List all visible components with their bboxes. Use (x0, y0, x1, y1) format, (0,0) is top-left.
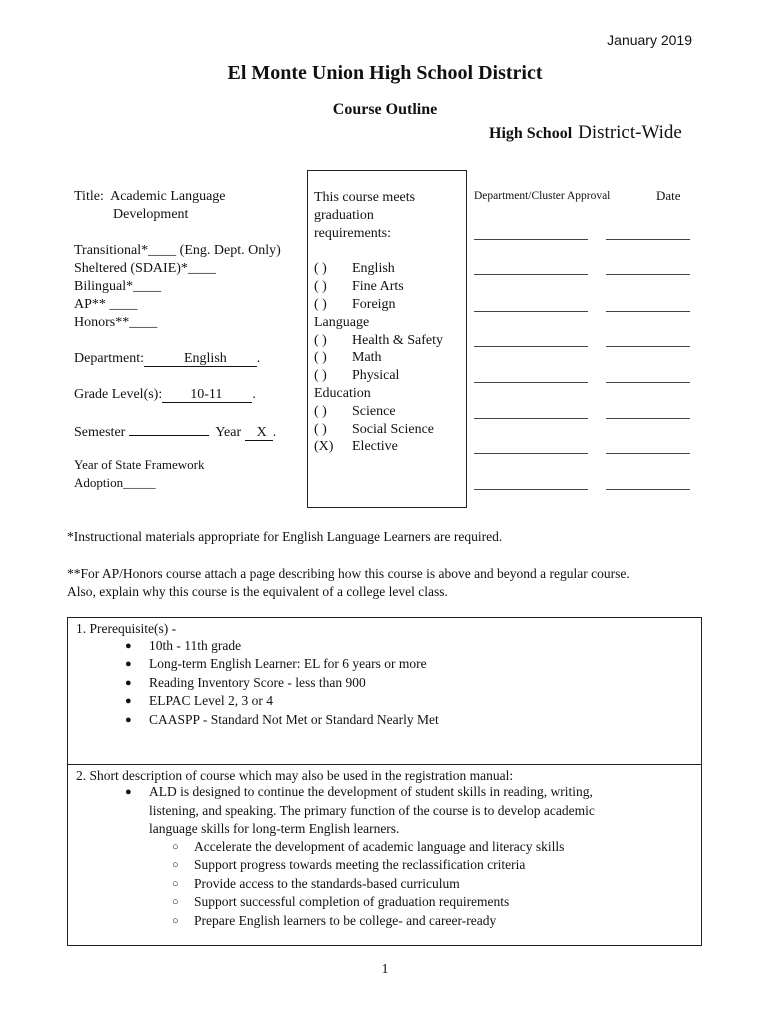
framework-adoption: Adoption_____ (74, 475, 156, 490)
requirement-checkbox: ( ) (314, 332, 327, 348)
requirement-language: Language (314, 314, 370, 330)
graduation-requirements-box (307, 170, 467, 508)
list-item: ● CAASPP - Standard Not Met or Standard Nearly Met (125, 712, 439, 727)
requirement-label: Social Science (352, 421, 435, 437)
title-label: Title: (74, 189, 104, 204)
grade-label: Grade Level(s): (74, 387, 163, 402)
school-line (489, 122, 682, 144)
course-title-row (74, 188, 314, 206)
document-title: Course Outline (332, 101, 438, 118)
requirement-checkbox: ( ) (314, 421, 327, 437)
requirement-checkbox: ( ) (314, 350, 327, 366)
list-item-text: ELPAC Level 2, 3 or 4 (149, 693, 273, 708)
note-ap-honors-2: Also, explain why this course is the equivalent of a college level class. (67, 584, 448, 599)
requirement-english (314, 260, 466, 278)
requirement-elective (314, 438, 466, 456)
framework-label: Year of State Framework (74, 457, 205, 472)
description-heading: 2. Short description of course which may also be used in the registration manual: (76, 768, 514, 783)
date-line (606, 382, 690, 383)
requirement-health (314, 332, 466, 350)
requirement-math (314, 349, 466, 367)
prerequisites-section (67, 617, 702, 765)
requirement-physical (314, 367, 466, 385)
description-line: language skills for long-term English learners. (149, 821, 400, 836)
list-item-text: 10th - 11th grade (149, 638, 242, 653)
date-line (606, 489, 690, 490)
page-number: 1 (381, 962, 389, 977)
grade-value: 10-11 (162, 387, 252, 403)
sub-list-item: ○ Accelerate the development of academic language and literacy skills (172, 839, 565, 854)
signature-line (474, 489, 588, 490)
list-item: ● Long-term English Learner: EL for 6 years or more (125, 656, 427, 671)
course-info (74, 188, 314, 492)
signature-line (474, 346, 588, 347)
sub-list-item-text: Accelerate the development of academic language and literacy skills (194, 839, 565, 854)
sub-list-item-text: Support successful completion of graduation requirements (194, 894, 510, 909)
note-ap-honors-1: **For AP/Honors course attach a page describing how this course is above and beyond a regular course. (67, 566, 630, 581)
sub-list-item-text: Provide access to the standards-based curriculum (194, 876, 460, 891)
sheltered-field: Sheltered (SDAIE)*____ (74, 261, 216, 276)
requirement-social-science (314, 421, 466, 439)
signature-line (474, 239, 588, 240)
list-item-text: CAASPP - Standard Not Met or Standard Nearly Met (149, 712, 439, 727)
sub-list-item-text: Support progress towards meeting the reclassification criteria (194, 857, 526, 872)
requirement-checkbox: (X) (314, 439, 334, 455)
signature-line (474, 311, 588, 312)
semester-label: Semester (74, 425, 126, 440)
description-line: listening, and speaking. The primary function of the course is to develop academic (149, 802, 595, 818)
description-main: ● ALD is designed to continue the development of student skills in reading, writing, listening, and speaking. The primary function of the course is to develop academic language skills for long-term English learners. (149, 783, 595, 839)
list-item: ● 10th - 11th grade (125, 638, 242, 653)
date-line (606, 311, 690, 312)
requirement-checkbox: ( ) (314, 296, 327, 312)
requirement-label: Health & Safety (352, 332, 443, 348)
requirement-checkbox: ( ) (314, 279, 327, 295)
signature-line (474, 382, 588, 383)
grad-intro-2: graduation (314, 207, 374, 223)
document-date: January 2019 (607, 32, 692, 48)
sub-list-item: ○ Prepare English learners to be college- and career-ready (172, 913, 497, 928)
grade-row: Grade Level(s): 10-11 . (74, 387, 256, 402)
honors-field: Honors**____ (74, 315, 158, 330)
approval-heading: Department/Cluster Approval (474, 190, 611, 202)
grad-intro-3: requirements: (314, 225, 391, 241)
note-ell: *Instructional materials appropriate for English Language Learners are required. (67, 529, 503, 544)
list-item: ● ELPAC Level 2, 3 or 4 (125, 693, 273, 708)
year-value: X (245, 425, 273, 441)
prerequisites-heading: 1. Prerequisite(s) - (76, 621, 177, 636)
sub-list-item: ○ Support progress towards meeting the reclassification criteria (172, 857, 526, 872)
date-line (606, 453, 690, 454)
requirement-checkbox: ( ) (314, 403, 327, 419)
department-value: English (144, 351, 257, 367)
requirement-education: Education (314, 385, 371, 401)
school-value: District-Wide (578, 122, 682, 143)
department-row: Department: English . (74, 351, 261, 366)
signature-line (474, 274, 588, 275)
date-line (606, 418, 690, 419)
requirement-foreign (314, 296, 466, 314)
transitional-field: Transitional*____ (Eng. Dept. Only) (74, 243, 281, 258)
title-value: Academic Language (110, 189, 226, 204)
district-title: El Monte Union High School District (227, 62, 543, 84)
description-line: ALD is designed to continue the development of student skills in reading, writing, (149, 784, 593, 799)
title-value-cont: Development (113, 207, 189, 222)
requirement-label: English (352, 261, 395, 277)
sub-list-item-text: Prepare English learners to be college- and career-ready (194, 913, 497, 928)
sub-list-item: ○ Support successful completion of graduation requirements (172, 894, 510, 909)
year-label: Year (215, 425, 242, 440)
requirement-label: Elective (352, 439, 398, 455)
bilingual-field: Bilingual*____ (74, 279, 162, 294)
requirement-checkbox: ( ) (314, 368, 327, 384)
requirement-label: Physical (352, 368, 400, 384)
signature-line (474, 453, 588, 454)
requirement-label: Foreign (352, 296, 396, 312)
requirement-science (314, 403, 466, 421)
signature-line (474, 418, 588, 419)
requirement-label: Math (352, 350, 382, 366)
date-line (606, 274, 690, 275)
sub-list-item: ○ Provide access to the standards-based curriculum (172, 876, 460, 891)
ap-field: AP** ____ (74, 297, 138, 312)
approval-date-heading: Date (656, 188, 681, 203)
description-section (67, 764, 702, 946)
department-label: Department: (74, 351, 144, 366)
date-line (606, 239, 690, 240)
requirement-label: Science (352, 403, 396, 419)
school-label: High School (489, 125, 573, 142)
date-line (606, 346, 690, 347)
requirement-fine-arts (314, 278, 466, 296)
list-item-text: Long-term English Learner: EL for 6 years or more (149, 656, 427, 671)
semester-row: Semester Year X . (74, 422, 314, 442)
requirement-label: Fine Arts (352, 279, 404, 295)
list-item-text: Reading Inventory Score - less than 900 (149, 675, 366, 690)
requirement-checkbox: ( ) (314, 261, 327, 277)
grad-intro-1: This course meets (314, 190, 416, 205)
list-item: ● Reading Inventory Score - less than 900 (125, 675, 366, 690)
